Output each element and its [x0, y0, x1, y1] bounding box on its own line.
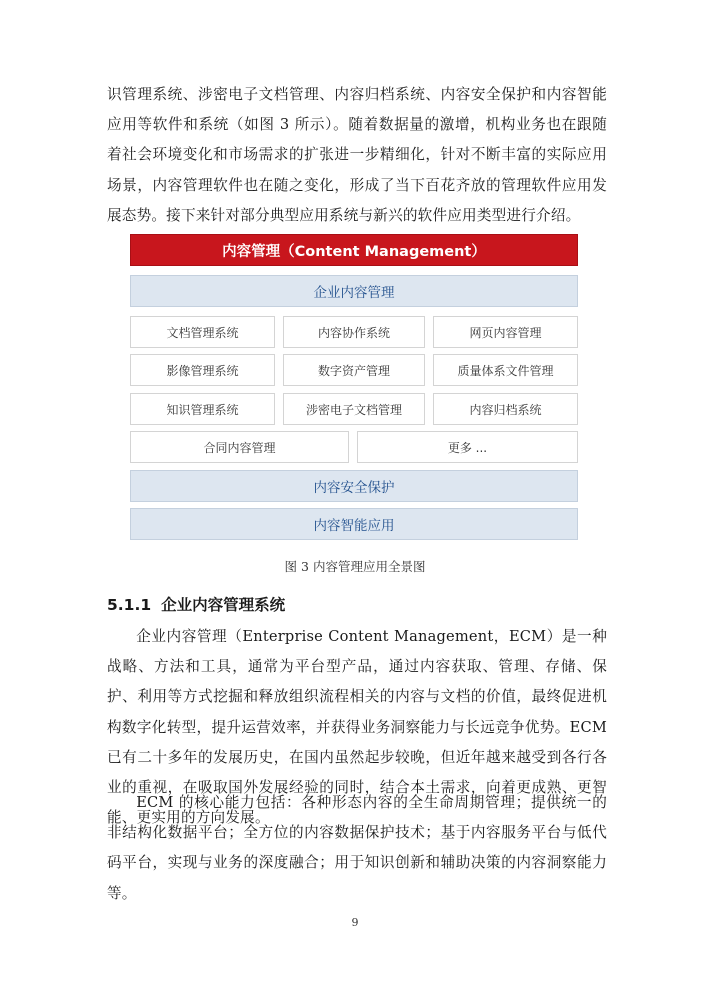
ecm-definition-paragraph: 企业内容管理（Enterprise Content Management，ECM）是一种战略、方法和工具，通常为平台型产品，通过内容获取、管理、存储、保护、利用等方式挖掘和释放组织流程相关的内容与文档的价值，最终促进机构数字化转型，提升运营效率，并获得业务洞察能力与长远竞争优势。ECM 已有二十多年的发展历史，在国内虽然起步较晚，但近年越来越受到各行各业的重视，在吸取国外发展经验的同时，结合本土需求，向着更成熟、更智能、更实用的方向发展。	[107, 628, 607, 827]
grid-cell-knowledge-management: 知识管理系统	[130, 393, 275, 425]
grid-cell-document-management: 文档管理系统	[130, 316, 275, 348]
content-intelligence-bar: 内容智能应用	[130, 508, 578, 540]
grid-cell-more: 更多 ...	[357, 431, 578, 463]
section-number: 5.1.1	[107, 596, 152, 614]
grid-cell-image-management: 影像管理系统	[130, 354, 275, 386]
grid-cell-web-content-management: 网页内容管理	[433, 316, 578, 348]
content-security-bar: 内容安全保护	[130, 470, 578, 502]
content-management-header: 内容管理（Content Management）	[130, 234, 578, 266]
section-heading	[107, 593, 285, 615]
page-number: 9	[351, 916, 359, 929]
section-title: 企业内容管理系统	[161, 596, 286, 614]
intro-paragraph: 识管理系统、涉密电子文档管理、内容归档系统、内容安全保护和内容智能应用等软件和系统（如图 3 所示）。随着数据量的激增，机构业务也在跟随着社会环境变化和市场需求的扩张进一步精细化，针对不断丰富的实际应用场景，内容管理软件也在随之变化，形成了当下百花齐放的管理软件应用发展态势。接下来针对部分典型应用系统与新兴的软件应用类型进行介绍。	[107, 86, 607, 224]
figure-caption: 图 3 内容管理应用全景图	[284, 559, 426, 574]
grid-cell-contract-content-management: 合同内容管理	[130, 431, 349, 463]
ecm-core-capabilities-paragraph: ECM 的核心能力包括：各种形态内容的全生命周期管理；提供统一的非结构化数据平台；全方位的内容数据保护技术；基于内容服务平台与低代码平台，实现与业务的深度融合；用于知识创新和辅助决策的内容洞察能力等。	[107, 794, 607, 902]
grid-cell-classified-document-management: 涉密电子文档管理	[283, 393, 425, 425]
grid-cell-quality-document-management: 质量体系文件管理	[433, 354, 578, 386]
enterprise-content-management-bar: 企业内容管理	[130, 275, 578, 307]
grid-cell-content-archive: 内容归档系统	[433, 393, 578, 425]
content-management-diagram	[130, 234, 578, 540]
grid-cell-content-collaboration: 内容协作系统	[283, 316, 425, 348]
grid-cell-digital-asset-management: 数字资产管理	[283, 354, 425, 386]
